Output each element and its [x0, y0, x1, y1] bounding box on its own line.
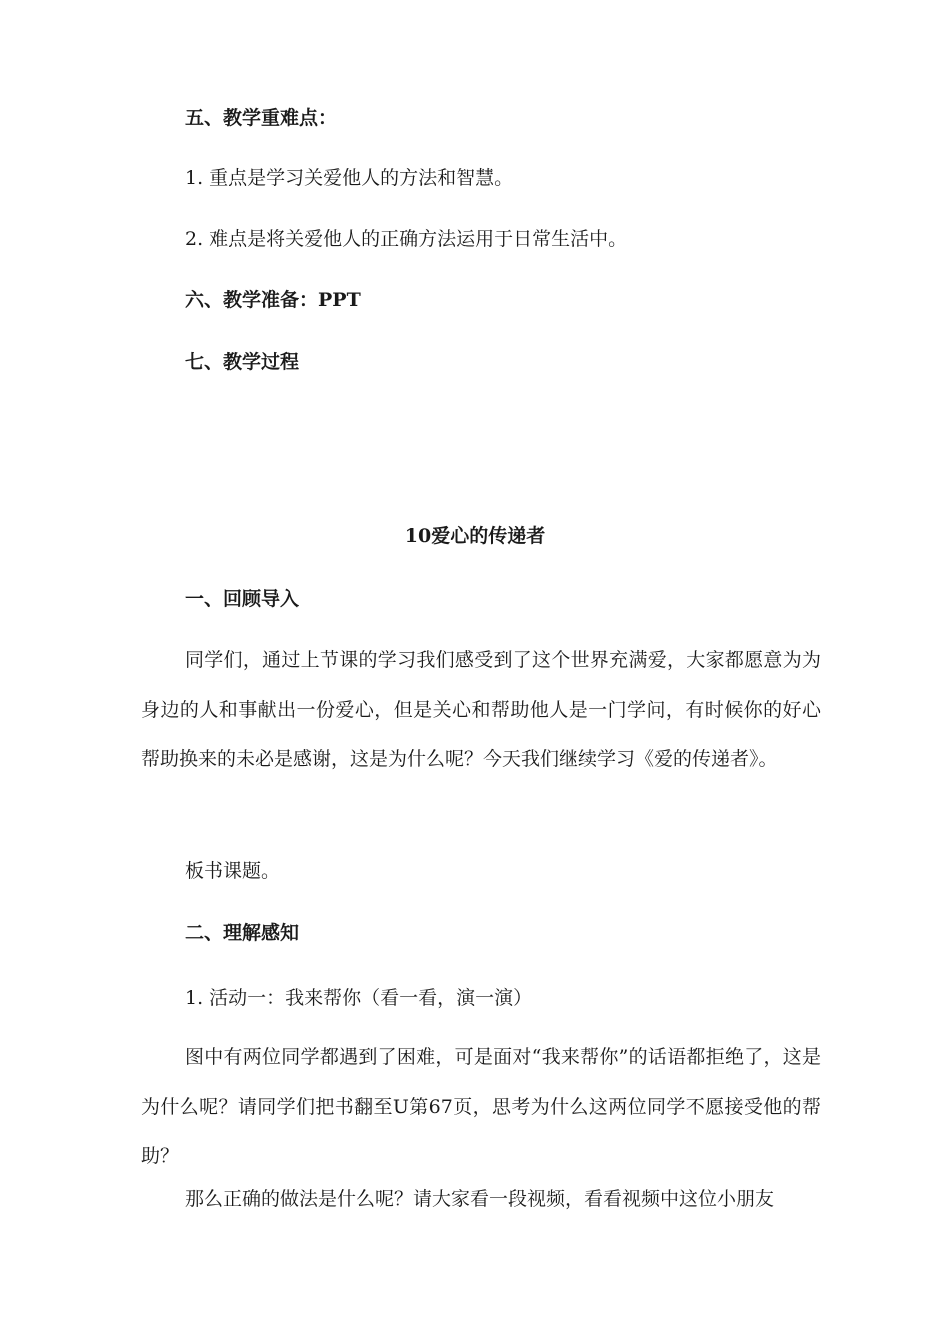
- part-1-paragraph-text: 同学们，通过上节课的学习我们感受到了这个世界充满爱，大家都愿意为为身边的人和事献出一份爱心，但是关心和帮助他人是一门学问，有时候你的好心帮助换来的未必是感谢，这是为什么呢？今天我们继续学习《爱的传递者》。: [141, 649, 821, 770]
- section-5-heading: 五、教学重难点：: [185, 107, 338, 129]
- section-7-heading: 七、教学过程: [185, 351, 300, 373]
- part-1-heading: 一、回顾导入: [185, 588, 300, 610]
- part-2-paragraph: [141, 1033, 821, 1182]
- part-2-paragraph-text: 图中有两位同学都遇到了困难，可是面对“我来帮你”的话语都拒绝了，这是为什么呢？请同学们把书翻至U第67页，思考为什么这两位同学不愿接受他的帮助？: [141, 1046, 821, 1167]
- part-2-paragraph-2: 那么正确的做法是什么呢？请大家看一段视频，看看视频中这位小朋友: [185, 1188, 775, 1210]
- activity-1-heading: 1. 活动一：我来帮你（看一看，演一演）: [185, 987, 533, 1009]
- lesson-title: 10爱心的传递者: [404, 525, 546, 547]
- section-6-heading: 六、教学准备：PPT: [185, 289, 361, 311]
- part-2-heading: 二、理解感知: [185, 922, 300, 944]
- board-title-note: 板书课题。: [185, 860, 281, 882]
- part-1-paragraph: [141, 636, 821, 785]
- section-5-item-1: 1. 重点是学习关爱他人的方法和智慧。: [185, 167, 514, 189]
- section-5-item-2: 2. 难点是将关爱他人的正确方法运用于日常生活中。: [185, 228, 628, 250]
